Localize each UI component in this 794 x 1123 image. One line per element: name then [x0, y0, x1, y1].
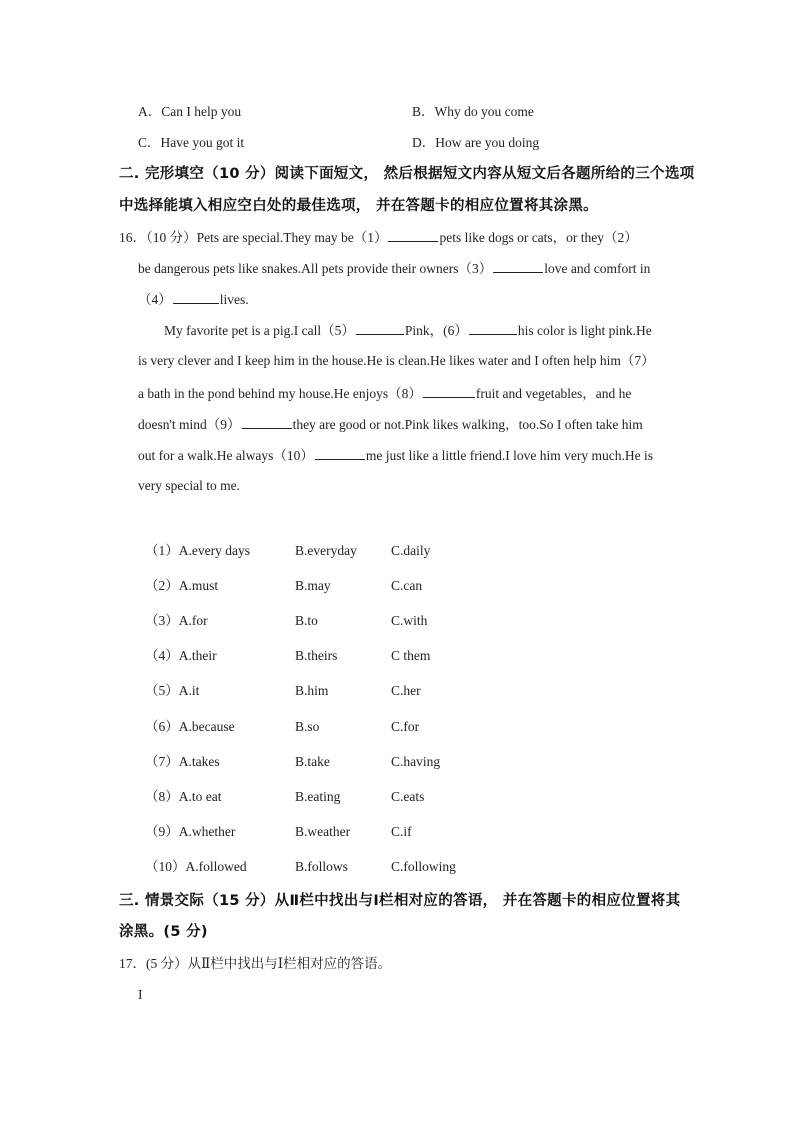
q16-line2 — [138, 258, 650, 279]
option-b: B.him — [295, 683, 329, 698]
q16-line7 — [138, 414, 643, 435]
q16-line8 — [138, 445, 653, 466]
q16-text: me just like a little friend.I love him very much.He is — [365, 448, 654, 463]
option-a: （7）A.takes — [145, 754, 220, 769]
option-b: B.eating — [295, 789, 341, 804]
blank-8 — [423, 383, 475, 398]
option-a: A．Can I help you — [138, 104, 242, 119]
option-b: B．Why do you come — [412, 104, 534, 119]
q16-text: pets like dogs or cats，or they（2） — [439, 230, 638, 245]
blank-9 — [242, 414, 292, 429]
option-b: B.may — [295, 578, 331, 593]
option-c: C.can — [391, 578, 423, 593]
option-c: C.if — [391, 824, 412, 839]
q16-text: is very clever and I keep him in the house.He is clean.He likes water and I often help him（7） — [138, 353, 655, 368]
option-c: C.daily — [391, 543, 431, 558]
q16-text: My favorite pet is a pig.I call（5） — [164, 323, 355, 338]
q16-text: 16．（10 分）Pets are special.They may be（1） — [119, 230, 388, 245]
option-c: C.with — [391, 613, 428, 628]
q16-text: lives. — [219, 292, 249, 307]
option-a: （3）A.for — [145, 613, 208, 628]
option-b: B.theirs — [295, 648, 338, 663]
blank-4 — [173, 289, 219, 304]
q16-line1 — [119, 227, 638, 248]
option-c: C．Have you got it — [138, 135, 245, 150]
q16-line9 — [138, 476, 240, 496]
section2-heading-line2: 中选择能填入相应空白处的最佳选项， 并在答题卡的相应位置将其涂黑。 — [119, 198, 598, 214]
option-c: C.having — [391, 754, 441, 769]
option-b: B.to — [295, 613, 318, 628]
blank-5 — [356, 320, 404, 335]
q16-text: very special to me. — [138, 478, 240, 493]
q17-stem: 17．(5 分）从Ⅱ栏中找出与Ⅰ栏相对应的答语。 — [119, 956, 392, 971]
q16-text: a bath in the pond behind my house.He enjoys（8） — [138, 386, 422, 401]
option-b: B.weather — [295, 824, 351, 839]
section3-heading-line2: 涂黑。(5 分) — [119, 924, 208, 940]
option-d: D．How are you doing — [412, 135, 540, 150]
section3-heading-line1: 三. 情景交际（15 分）从Ⅱ栏中找出与Ⅰ栏相对应的答语， 并在答题卡的相应位置将其 — [119, 893, 681, 909]
option-c: C.following — [391, 859, 456, 874]
q16-text: Pink，(6） — [404, 323, 468, 338]
q16-text: they are good or not.Pink likes walking，too.So I often take him — [292, 417, 643, 432]
option-c: C.her — [391, 683, 421, 698]
option-a: （5）A.it — [145, 683, 200, 698]
option-b: B.so — [295, 719, 320, 734]
q16-text: love and comfort in — [544, 261, 651, 276]
option-a: （1）A.every days — [145, 543, 250, 558]
blank-6 — [469, 320, 517, 335]
q16-line3 — [138, 289, 249, 310]
option-b: B.take — [295, 754, 330, 769]
q16-text: out for a walk.He always（10） — [138, 448, 314, 463]
option-c: C them — [391, 648, 431, 663]
blank-10 — [315, 445, 365, 460]
section2-heading-line1: 二. 完形填空（10 分）阅读下面短文， 然后根据短文内容从短文后各题所给的三个选项 — [119, 166, 695, 182]
option-b: B.everyday — [295, 543, 357, 558]
option-a: （4）A.their — [145, 648, 217, 663]
column-i-label: I — [138, 987, 143, 1002]
q16-text: be dangerous pets like snakes.All pets provide their owners（3） — [138, 261, 493, 276]
option-b: B.follows — [295, 859, 348, 874]
q16-line4 — [164, 320, 652, 341]
option-a: （9）A.whether — [145, 824, 236, 839]
q16-line5 — [138, 351, 655, 371]
option-c: C.for — [391, 719, 420, 734]
option-a: （8）A.to eat — [145, 789, 222, 804]
q16-line6 — [138, 383, 631, 404]
blank-3 — [493, 258, 543, 273]
blank-1 — [388, 227, 438, 242]
option-a: （10）A.followed — [145, 859, 247, 874]
q16-text: fruit and vegetables，and he — [475, 386, 632, 401]
q16-text: his color is light pink.He — [517, 323, 652, 338]
q16-text: （4） — [138, 292, 172, 307]
option-a: （6）A.because — [145, 719, 235, 734]
option-a: （2）A.must — [145, 578, 219, 593]
option-c: C.eats — [391, 789, 425, 804]
q16-text: doesn't mind（9） — [138, 417, 241, 432]
